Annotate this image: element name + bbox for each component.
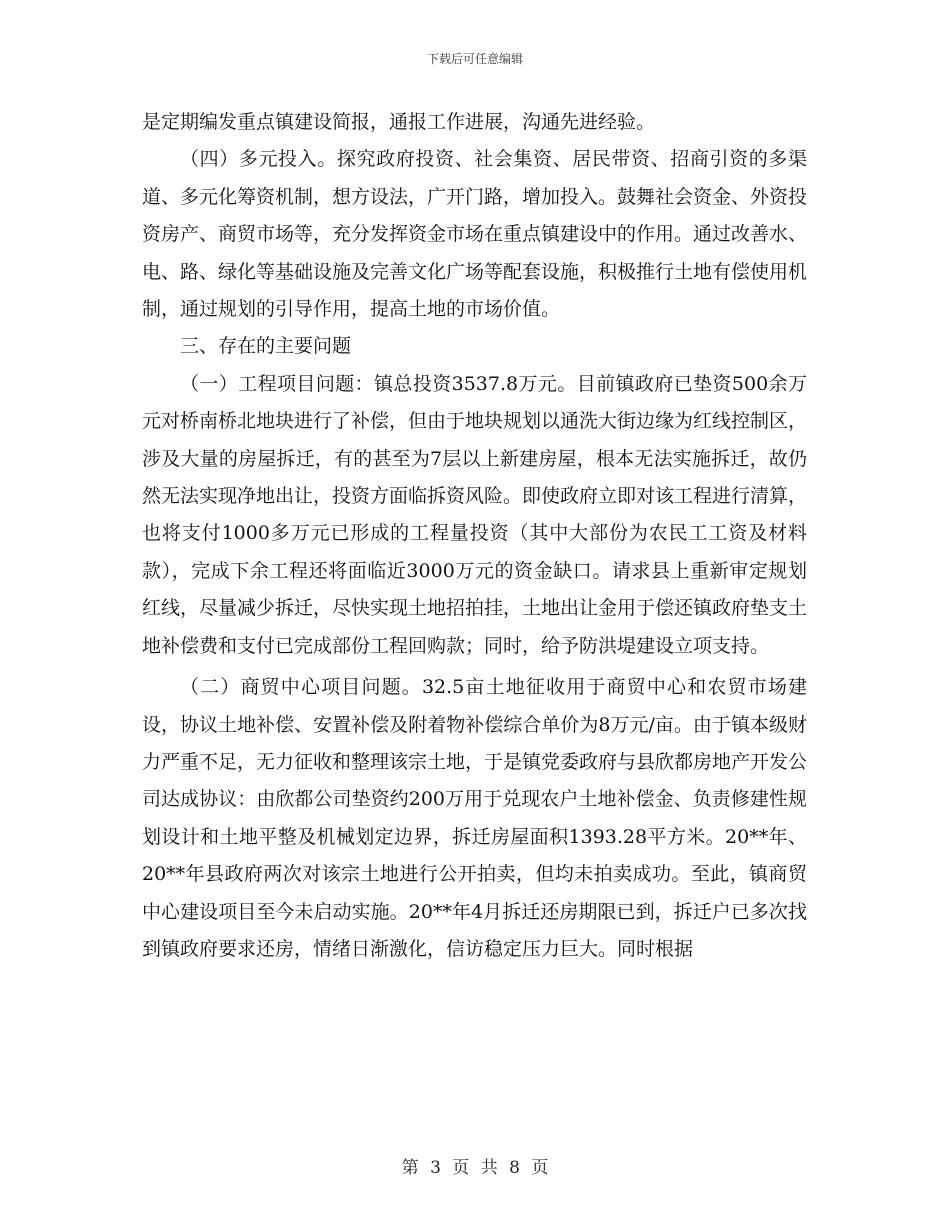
- paragraph-continuation: 是定期编发重点镇建设简报，通报工作进展，沟通先进经验。: [142, 111, 656, 133]
- paragraph-engineering-project-issue: （一）工程项目问题：镇总投资3537.8万元。目前镇政府已垫资500余万元对桥南桥北地块进行了补偿，但由于地块规划以通洗大街边缘为红线控制区，涉及大量的房屋拆迁，有的甚至为7层以上新建房屋，根本无法实施拆迁，故仍然无法实现净地出让，投资方面临拆资风险。即使政府立即对该工程进行清算，也将支付1000多万元已形成的工程量投资（其中大部份为农民工工资及材料款），完成下余工程还将面临近3000万元的资金缺口。请求县上重新审定规划红线，尽量减少拆迁，尽快实现土地招拍挂，土地出让金用于偿还镇政府垫支土地补偿费和支付已完成部份工程回购款；同时，给予防洪堤建设立项支持。: [142, 372, 808, 657]
- page-footer: 第 3 页 共 8 页: [401, 1158, 549, 1178]
- document-body: [142, 104, 807, 968]
- paragraph-diversified-investment: （四）多元投入。探究政府投资、社会集资、居民带资、招商引资的多渠道、多元化筹资机制，想方设法，广开门路，增加投入。鼓舞社会资金、外资投资房产、商贸市场等，充分发挥资金市场在重点镇建设中的作用。通过改善水、电、路、绿化等基础设施及完善文化广场等配套设施，积极推行土地有偿使用机制，通过规划的引导作用，提高土地的市场价值。: [142, 148, 808, 321]
- page-header: 下载后可任意编辑: [426, 52, 523, 66]
- section-heading-main-problems: 三、存在的主要问题: [180, 335, 352, 358]
- paragraph-commerce-center-issue: （二）商贸中心项目问题。32.5亩土地征收用于商贸中心和农贸市场建设，协议土地补偿、安置补偿及附着物补偿综合单价为8万元/亩。由于镇本级财力严重不足，无力征收和整理该宗土地，于是镇党委政府与县欣都房地产开发公司达成协议：由欣都公司垫资约200万用于兑现农户土地补偿金、负责修建性规划设计和土地平整及机械划定边界，拆迁房屋面积1393.28平方米。20**年、20**年县政府两次对该宗土地进行公开拍卖，但均未拍卖成功。至此，镇商贸中心建设项目至今未启动实施。20**年4月拆迁还房期限已到，拆迁户已多次找到镇政府要求还房，情绪日渐激化，信访稳定压力巨大。同时根据: [142, 676, 808, 960]
